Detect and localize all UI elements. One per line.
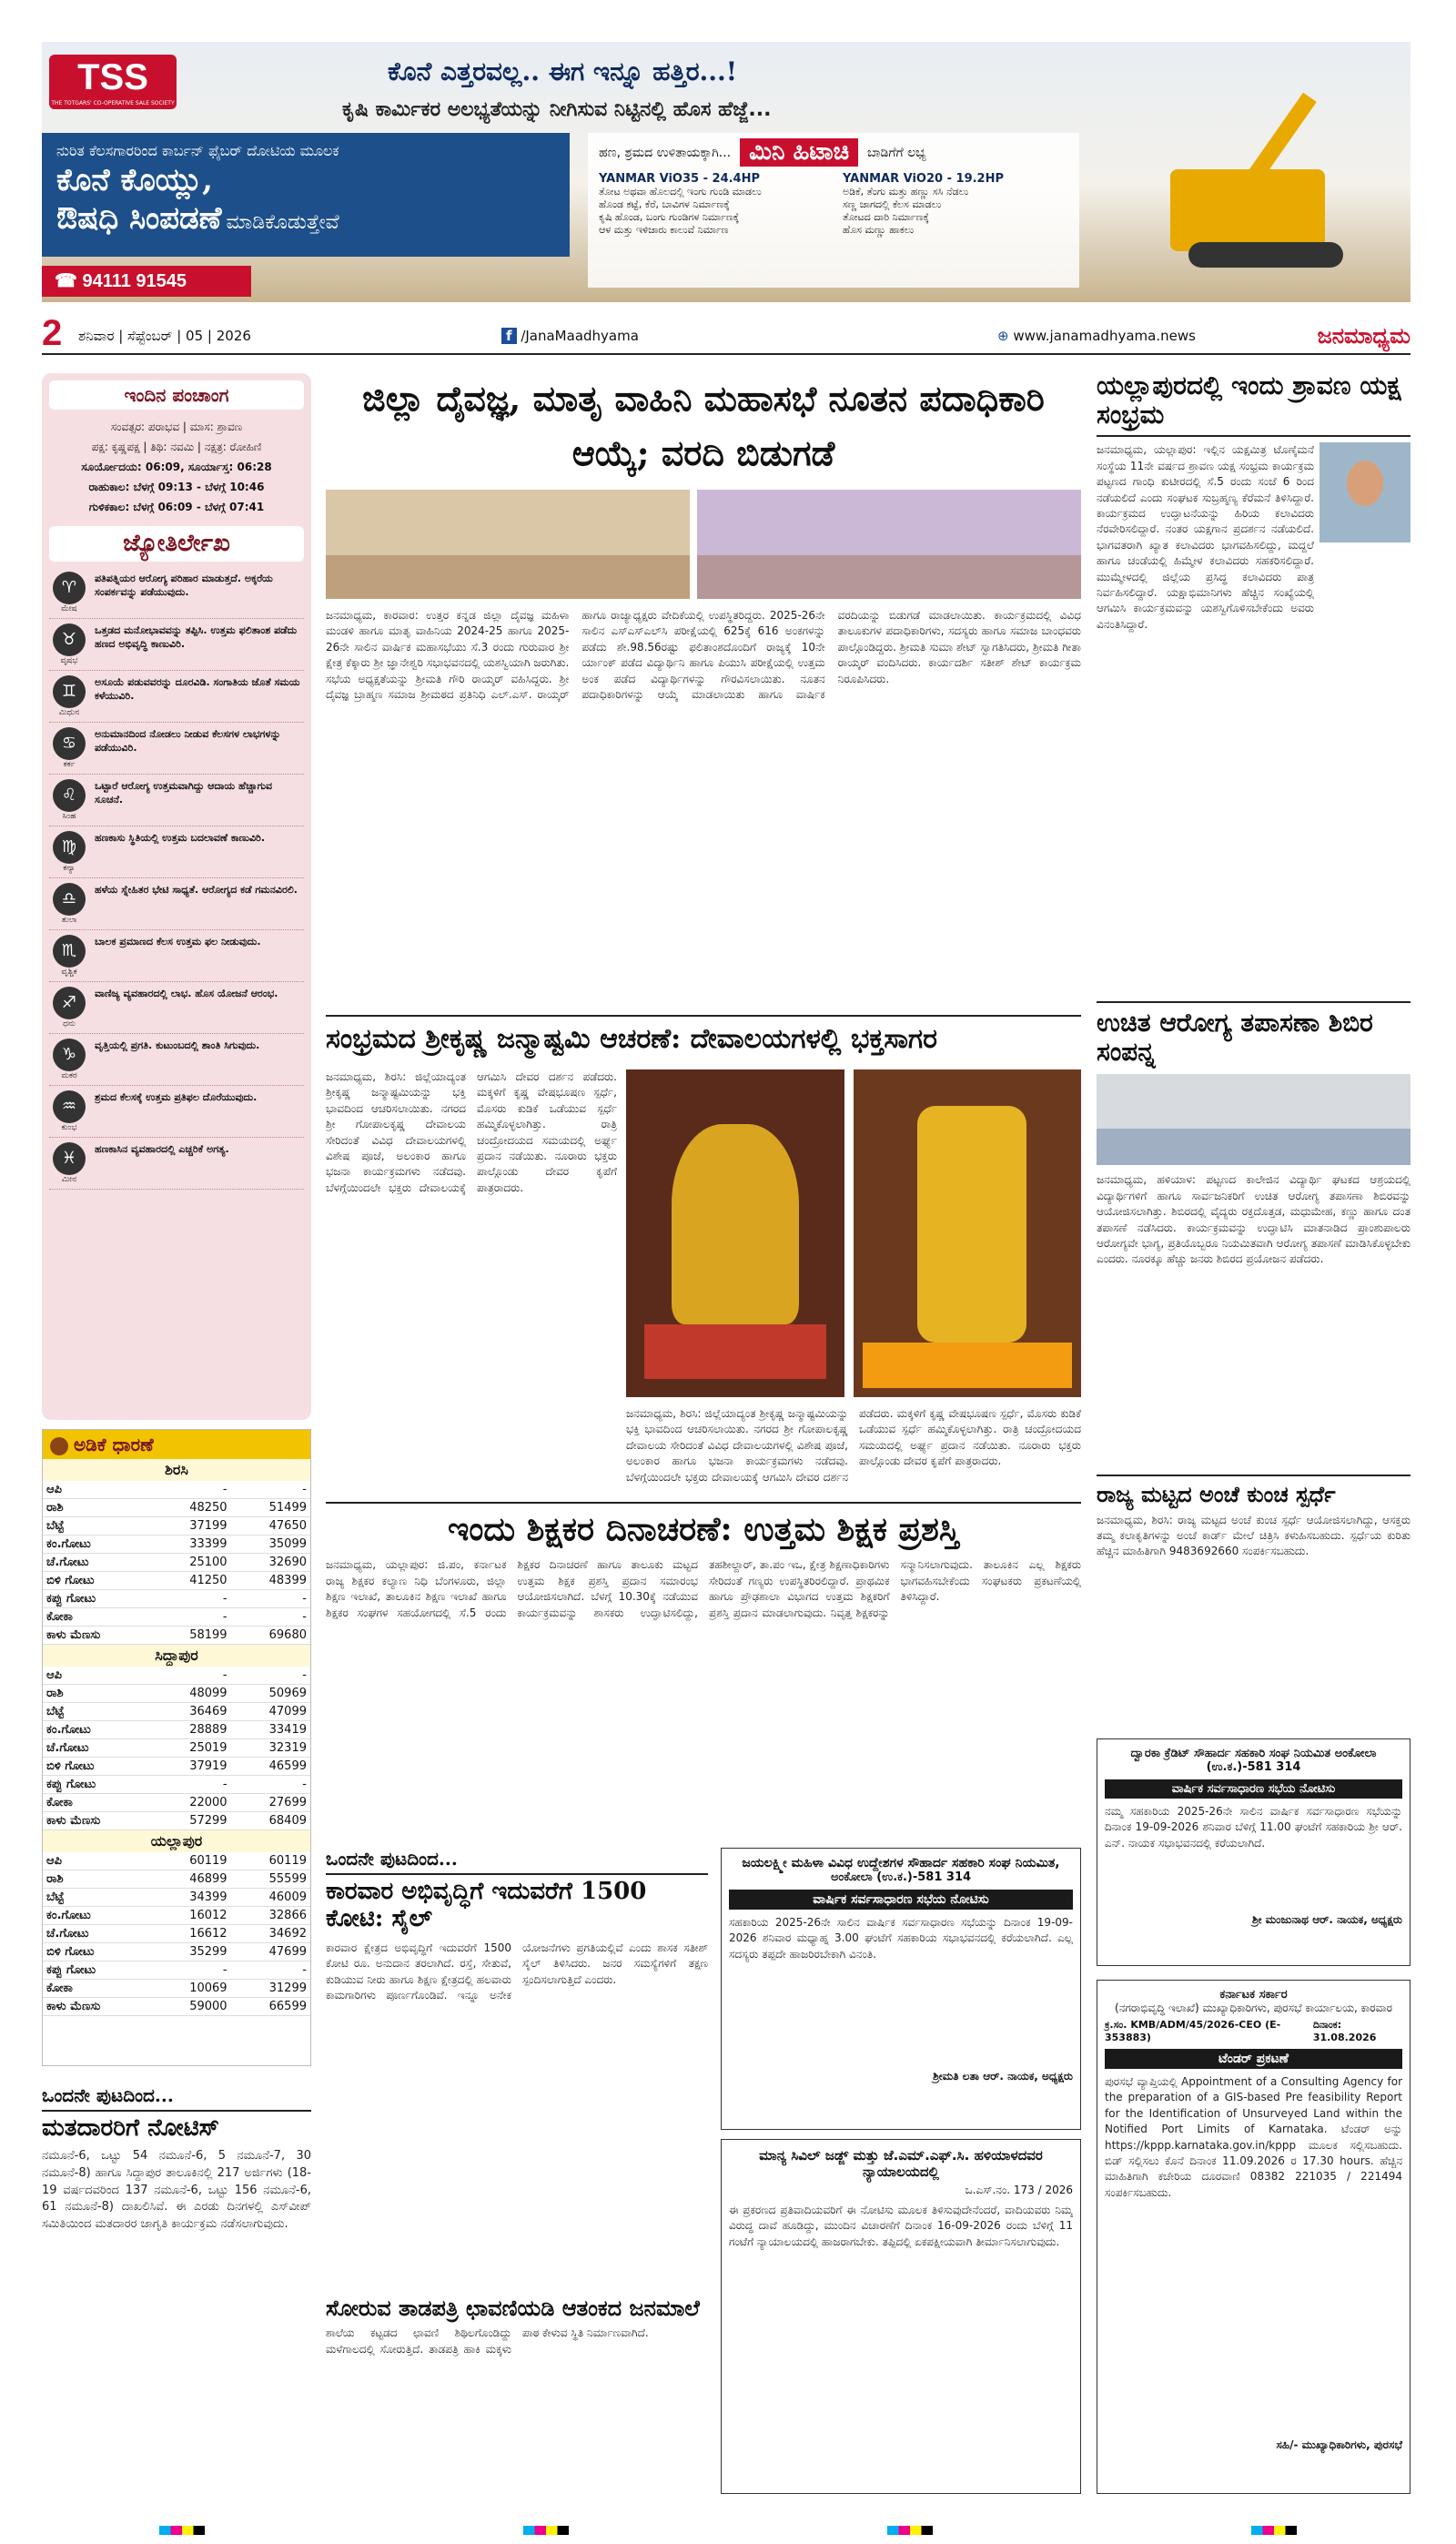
main-article-2-headline: ಸಂಭ್ರಮದ ಶ್ರೀಕೃಷ್ಣ ಜನ್ಮಾಷ್ಟಮಿ ಆಚರಣೆ: ದೇವಾಲಯಗಳಲ್ಲಿ ಭಕ್ತಸಾಗರ (326, 1023, 938, 1055)
horoscope-item (49, 1086, 304, 1138)
max-price: 46009 (231, 1889, 310, 1907)
notice-org: ಜಯಲಕ್ಷ್ಮೀ ಮಹಿಳಾ ವಿವಿಧ ಉದ್ದೇಶಗಳ ಸೌಹಾರ್ದ ಸಹಕಾರಿ ಸಂಘ ನಿಯಮಿತ, (742, 1856, 1060, 1870)
min-price: - (151, 1590, 230, 1608)
court-notice-body: ಈ ಪ್ರಕರಣದ ಪ್ರತಿವಾದಿಯವರಿಗೆ ಈ ನೋಟಿಸು ಮೂಲಕ ತಿಳಿಸುವುದೇನೆಂದರೆ, ವಾದಿಯವರು ನಿಮ್ಮ ವಿರುದ್ಧ ದಾವೆ ಹೂಡಿದ್ದು, ಮುಂದಿನ ವಿಚಾರಣೆಗೆ ದಿನಾಂಕ 16-09-2026 ರಂದು ಬೆಳಿಗ್ಗೆ 11 ಗಂಟೆಗೆ ನ್ಯಾಯಾಲಯದಲ್ಲಿ ಹಾಜರಾಗಬೇಕು. ತಪ್ಪಿದಲ್ಲಿ ಏಕಪಕ್ಷೀಯವಾಗಿ ತೀರ್ಮಾನಿಸಲಾಗುವುದು. (729, 2204, 1073, 2248)
horoscope-item (49, 775, 304, 826)
market-place-name: ಯಲ್ಲಾಪುರ (43, 1830, 310, 1852)
felicitation-photo-2 (697, 490, 1081, 599)
areca-price-box (42, 1429, 311, 2066)
horoscope-text: ವೃತ್ತಿಯಲ್ಲಿ ಪ್ರಗತಿ. ಕುಟುಂಬದಲ್ಲಿ ಶಾಂತಿ ಸಿಗುವುದು. (95, 1039, 260, 1051)
min-price: 28889 (151, 1721, 230, 1739)
horoscope-item (49, 878, 304, 930)
panchanga-line: ರಾಹುಕಾಲ: ಬೆಳಗ್ಗೆ 09:13 - ಬೆಳಗ್ಗೆ 10:46 (88, 481, 265, 493)
zodiac-icon: ♉ ವೃಷಭ (49, 623, 89, 665)
min-price: 25100 (151, 1554, 230, 1572)
society-notice-dwaraka (1097, 1738, 1410, 1966)
commodity-name: ಕಂ.ಗೋಟು (43, 1536, 151, 1554)
market-table (43, 1852, 310, 2016)
commodity-name: ಚೆ.ಗೋಟು (43, 1925, 151, 1943)
website-link[interactable]: ⊕ www.janamadhyama.news (997, 328, 1196, 344)
notice-signature: ಶ್ರೀಮತಿ ಲತಾ ಆರ್. ನಾಯಕ, ಅಧ್ಯಕ್ಷರು (933, 2070, 1073, 2083)
min-price: 35299 (151, 1943, 230, 1961)
horoscope-item (49, 723, 304, 775)
zodiac-icon: ♍ ಕನ್ಯಾ (49, 831, 89, 873)
panchanga-line: ಗುಳಿಕಕಾಲ: ಬೆಳಗ್ಗೆ 06:09 - ಬೆಳಗ್ಗೆ 07:41 (88, 501, 265, 513)
max-price: 32690 (231, 1554, 310, 1572)
min-price: 10069 (151, 1980, 230, 1998)
commodity-name: ಬೆಟ್ಟೆ (43, 1703, 151, 1721)
table-row (43, 1481, 310, 1499)
commodity-name: ಕಂ.ಗೋಟು (43, 1907, 151, 1925)
min-price: - (151, 1481, 230, 1499)
max-price: - (231, 1667, 310, 1685)
commodity-name: ಬೆಟ್ಟೆ (43, 1889, 151, 1907)
market-title: ಅಡಿಕೆ ಧಾರಣೆ (43, 1430, 310, 1459)
max-price: 32319 (231, 1739, 310, 1758)
max-price: 31299 (231, 1980, 310, 1998)
globe-icon: ⊕ (997, 328, 1009, 344)
panchanga-box (42, 373, 311, 1420)
tender-gov-head: ಕರ್ನಾಟಕ ಸರ್ಕಾರ (1219, 1988, 1288, 2002)
table-row (43, 1739, 310, 1758)
max-price: 48399 (231, 1572, 310, 1590)
min-price: 25019 (151, 1739, 230, 1758)
facebook-icon: f (501, 328, 517, 344)
notice-body: ನಮ್ಮ ಸಹಕಾರಿಯ 2025-26ನೇ ಸಾಲಿನ ವಾರ್ಷಿಕ ಸರ್ವಸಾಧಾರಣ ಸಭೆಯನ್ನು ದಿನಾಂಕ 19-09-2026 ಶನಿವಾರ ಬೆಳಿಗ್ಗೆ 11.00 ಘಂಟೆಗೆ ಸಹಕಾರಿಯ ಶ್ರೀ ಆರ್. ಎನ್. ನಾಯಕ ಸಭಾಭವನದಲ್ಲಿ ಕರೆಯಲಾಗಿದೆ. (1105, 1805, 1402, 1850)
commodity-name: ಬಿಳಿ ಗೋಟು (43, 1758, 151, 1776)
horoscope-text: ಅಸೂಯೆ ಪಡುವವರನ್ನು ದೂರವಿಡಿ. ಸಂಗಾತಿಯ ಜೊತೆ ಸಮಯ ಕಳೆಯುವಿರಿ. (95, 676, 300, 703)
max-price: 68409 (231, 1812, 310, 1830)
continuation-label: ಒಂದನೇ ಪುಟದಿಂದ... (326, 1848, 458, 1870)
zodiac-icon: ♈ ಮೇಷ (49, 572, 89, 613)
table-row (43, 1627, 310, 1645)
horoscope-item (49, 1034, 304, 1086)
max-price: 66599 (231, 1998, 310, 2016)
ad-tagline-2: ಕೃಷಿ ಕಾರ್ಮಿಕರ ಅಲಭ್ಯತೆಯನ್ನು ನೀಗಿಸುವ ನಿಟ್ಟಿನಲ್ಲಿ ಹೊಸ ಹೆಜ್ಜೆ... (342, 98, 772, 121)
commodity-name: ಕಪ್ಪು ಗೋಟು (43, 1590, 151, 1608)
table-row (43, 1925, 310, 1943)
table-row (43, 1907, 310, 1925)
horoscope-text: ಹಳೆಯ ಸ್ನೇಹಿತರ ಭೇಟಿ ಸಾಧ್ಯತೆ. ಆರೋಗ್ಯದ ಕಡೆ ಗಮನವಿರಲಿ. (95, 884, 298, 896)
voter-notice-body: ನಮೂನೆ-6, ಒಟ್ಟು 54 ನಮೂನೆ-6, 5 ನಮೂನೆ-7, 30 ನಮೂನೆ-8) ಹಾಗೂ ಸಿದ್ದಾಪುರ ತಾಲೂಕಿನಲ್ಲಿ 217 ಅರ್ಜಿಗಳು (18-19 ವರ್ಷದವರಿಂದ 137 ನಮೂನೆ-6, ಒಟ್ಟು 156 ನಮೂನೆ-6, 61 ನಮೂನೆ-8) ದಾಖಲಿಸಿವೆ. ಈ ಎರಡು ದಿನಗಳಲ್ಲಿ ಎಸ್‌ವೀಪ್ ಸಮಿತಿಯಿಂದ ಮತದಾರರ ಜಾಗೃತಿ ಕಾರ್ಯಕ್ರಮ ನಡೆಸಲಾಗುವುದು. (42, 2148, 311, 2232)
horoscope-item (49, 619, 304, 671)
max-price: - (231, 1608, 310, 1627)
min-price: 60119 (151, 1852, 230, 1870)
krishna-idol-photo (626, 1069, 844, 1397)
table-row (43, 1998, 310, 2016)
tender-notice (1097, 1980, 1410, 2494)
horoscope-text: ಒಟ್ಟಾರೆ ಆರೋಗ್ಯ ಉತ್ತಮವಾಗಿದ್ದು ಆದಾಯ ಹೆಚ್ಚಾಗುವ ಸೂಚನೆ. (95, 780, 273, 806)
min-price: - (151, 1961, 230, 1980)
leaking-roof-headline: ಸೋರುವ ತಾಡಪತ್ರಿ ಛಾವಣಿಯಡಿ ಆತಂಕದ ಜನಮಾಲೆ (326, 2294, 700, 2321)
main-article-1-headline: ಜಿಲ್ಲಾ ದೈವಜ್ಞ, ಮಾತೃ ವಾಹಿನಿ ಮಹಾಸಭೆ ನೂತನ ಪದಾಧಿಕಾರಿ ಆಯ್ಕೆ; ವರದಿ ಬಿಡುಗಡೆ (362, 378, 1045, 473)
excavator-image (1134, 60, 1398, 269)
max-price: 32866 (231, 1907, 310, 1925)
main-article-1 (326, 371, 1081, 1045)
zodiac-icon: ♒ ಕುಂಭ (49, 1090, 89, 1132)
horoscope-item (49, 671, 304, 723)
zodiac-icon: ♊ ಮಿಥುನ (49, 675, 89, 717)
min-price: 59000 (151, 1998, 230, 2016)
issue-date: ಶನಿವಾರ | ಸೆಪ್ಟೆಂಬರ್ | 05 | 2026 (78, 328, 251, 344)
tender-date: ದಿನಾಂಕ: 31.08.2026 (1312, 2019, 1377, 2043)
horoscope-text: ವಾಣಿಜ್ಯ ವ್ಯವಹಾರದಲ್ಲಿ ಲಾಭ. ಹೊಸ ಯೋಜನೆ ಆರಂಭ. (95, 988, 278, 999)
table-row (43, 1572, 310, 1590)
phone-icon: ☎ (55, 271, 83, 291)
horoscope-text: ಹಣಕಾಸಿನ ವ್ಯವಹಾರದಲ್ಲಿ ಎಚ್ಚರಿಕೆ ಅಗತ್ಯ. (95, 1143, 229, 1155)
tss-logo: TSS THE TOTGARS' CO-OPERATIVE SALE SOCIETY (49, 55, 177, 109)
commodity-name: ಕೋಕಾ (43, 1980, 151, 1998)
health-camp-photo (1097, 1074, 1410, 1165)
horoscope-text: ಪತಿಪತ್ನಿಯರ ಆರೋಗ್ಯ ಪರಿಹಾರ ಮಾಡುತ್ತದೆ. ಅಕ್ಕರೆಯ ಸಂಪರ್ಕವನ್ನು ಪಡೆಯುವುದು. (95, 573, 273, 599)
commodity-name: ಕಂ.ಗೋಟು (43, 1721, 151, 1739)
min-price: - (151, 1667, 230, 1685)
max-price: 55599 (231, 1870, 310, 1889)
panchanga-line: ಸೂರ್ಯೋದಯ: 06:09, ಸೂರ್ಯಾಸ್ತ: 06:28 (81, 461, 272, 473)
commodity-name: ಕಾಳು ಮೆಣಸು (43, 1627, 151, 1645)
karwar-development-headline: ಕಾರವಾರ ಅಭಿವೃದ್ಧಿಗೆ ಇದುವರೆಗೆ 1500 ಕೋಟಿ: ಸೈಲ್ (326, 1878, 647, 1932)
market-place-name: ಶಿರಸಿ (43, 1459, 310, 1481)
main-article-3-headline: ಇಂದು ಶಿಕ್ಷಕರ ದಿನಾಚರಣೆ: ಉತ್ತಮ ಶಿಕ್ಷಕ ಪ್ರಶಸ್ತಿ (447, 1510, 960, 1548)
court-title: ಮಾನ್ಯ ಸಿವಿಲ್ ಜಡ್ಜ್ ಮತ್ತು ಜೆ.ಎಮ್.ಎಫ್.ಸಿ. ಹಳಿಯಾಳದವರ ನ್ಯಾಯಾಲಯದಲ್ಲಿ (759, 2147, 1043, 2180)
areca-icon (50, 1437, 68, 1455)
table-row (43, 1943, 310, 1961)
commodity-name: ಕಪ್ಪು ಗೋಟು (43, 1961, 151, 1980)
min-price: 48099 (151, 1685, 230, 1703)
panchanga-title: ಇಂದಿನ ಪಂಚಾಂಗ (49, 380, 304, 410)
horoscope-item (49, 930, 304, 982)
min-price: 36469 (151, 1703, 230, 1721)
max-price: 34692 (231, 1925, 310, 1943)
table-row (43, 1870, 310, 1889)
min-price: 48250 (151, 1499, 230, 1517)
market-table (43, 1667, 310, 1830)
commodity-name: ಆಪಿ (43, 1667, 151, 1685)
market-place-name: ಸಿದ್ದಾಪುರ (43, 1645, 310, 1667)
table-row (43, 1517, 310, 1536)
notice-title: ವಾರ್ಷಿಕ ಸರ್ವಸಾಧಾರಣ ಸಭೆಯ ನೋಟಿಸು (1105, 1779, 1402, 1799)
max-price: - (231, 1481, 310, 1499)
horoscope-list (49, 567, 304, 1190)
market-table (43, 1481, 310, 1645)
min-price: 16012 (151, 1907, 230, 1925)
commodity-name: ಬೆಟ್ಟೆ (43, 1517, 151, 1536)
felicitation-photo-1 (326, 490, 690, 599)
min-price: 37919 (151, 1758, 230, 1776)
health-camp-headline: ಉಚಿತ ಆರೋಗ್ಯ ತಪಾಸಣಾ ಶಿಬಿರ ಸಂಪನ್ನ (1097, 1008, 1373, 1068)
max-price: 51499 (231, 1499, 310, 1517)
commodity-name: ಚೆ.ಗೋಟು (43, 1739, 151, 1758)
horoscope-item (49, 567, 304, 619)
right-article-1 (1097, 371, 1410, 1008)
zodiac-icon: ♓ ಮೀನ (49, 1142, 89, 1184)
notice-title: ವಾರ್ಷಿಕ ಸರ್ವಸಾಧಾರಣ ಸಭೆಯ ನೋಟಿಸು (729, 1890, 1073, 1910)
max-price: 27699 (231, 1794, 310, 1812)
max-price: 46599 (231, 1758, 310, 1776)
horoscope-item (49, 826, 304, 878)
continuation-title: ಒಂದನೇ ಪುಟದಿಂದ... (42, 2084, 174, 2106)
max-price: 33419 (231, 1721, 310, 1739)
min-price: 34399 (151, 1889, 230, 1907)
horoscope-item (49, 1138, 304, 1190)
min-price: - (151, 1776, 230, 1794)
table-row (43, 1812, 310, 1830)
commodity-name: ಆಪಿ (43, 1852, 151, 1870)
max-price: 47099 (231, 1703, 310, 1721)
leaking-roof-body: ಶಾಲೆಯ ಕಟ್ಟಡದ ಛಾವಣಿ ಶಿಥಿಲಗೊಂಡಿದ್ದು ಮಳೆಗಾಲದಲ್ಲಿ ಸೋರುತ್ತಿದೆ. ತಾಡಪತ್ರಿ ಹಾಕಿ ಮಕ್ಕಳು ಪಾಠ ಕೇಳುವ ಸ್ಥಿತಿ ನಿರ್ಮಾಣವಾಗಿದೆ. (326, 2326, 649, 2356)
commodity-name: ಕೋಕಾ (43, 1794, 151, 1812)
main-article-3-body: ಜನಮಾಧ್ಯಮ, ಯಲ್ಲಾಪುರ: ಜಿ.ಪಂ, ಕರ್ನಾಟಕ ರಾಜ್ಯ ಶಿಕ್ಷಕರ ಕಲ್ಯಾಣ ನಿಧಿ ಬೆಂಗಳೂರು, ಜಿಲ್ಲಾ ಶಿಕ್ಷಣ ಇಲಾಖೆ, ತಾಲೂಕಿನ ಶಿಕ್ಷಣ ಇಲಾಖೆ ಹಾಗೂ ಶಿಕ್ಷಕರ ಸಂಘಗಳ ಸಹಯೋಗದಲ್ಲಿ ಸೆ.5 ರಂದು ಶಿಕ್ಷಕರ ದಿನಾಚರಣೆ ಹಾಗೂ ತಾಲೂಕು ಮಟ್ಟದ ಉತ್ತಮ ಶಿಕ್ಷಕ ಪ್ರಶಸ್ತಿ ಪ್ರದಾನ ಸಮಾರಂಭ ಆಯೋಜಿಸಲಾಗಿದೆ. ಬೆಳಗ್ಗೆ 10.30ಕ್ಕೆ ನಡೆಯುವ ಕಾರ್ಯಕ್ರಮವನ್ನು ಶಾಸಕರು ಉದ್ಘಾಟಿಸಲಿದ್ದು, ತಹಶೀಲ್ದಾರ್, ತಾ.ಪಂ ಇಒ, ಕ್ಷೇತ್ರ ಶಿಕ್ಷಣಾಧಿಕಾರಿಗಳು ಸೇರಿದಂತೆ ಗಣ್ಯರು ಉಪಸ್ಥಿತರಿರಲಿದ್ದಾರೆ. ಪ್ರಾಥಮಿಕ ಹಾಗೂ ಪ್ರೌಢಶಾಲಾ ವಿಭಾಗದ ಉತ್ತಮ ಶಿಕ್ಷಕರಿಗೆ ಪ್ರಶಸ್ತಿ ಪ್ರದಾನ ಮಾಡಲಾಗುವುದು. ನಿವೃತ್ತ ಶಿಕ್ಷಕರನ್ನು ಸನ್ಮಾನಿಸಲಾಗುವುದು. ತಾಲೂಕಿನ ಎಲ್ಲ ಶಿಕ್ಷಕರು ಭಾಗವಹಿಸಬೇಕೆಂದು ಸಂಘಟಕರು ಪ್ರಕಟಣೆಯಲ್ಲಿ ತಿಳಿಸಿದ್ದಾರೆ. (326, 1558, 1081, 1619)
karwar-development-body: ಕಾರವಾರ ಕ್ಷೇತ್ರದ ಅಭಿವೃದ್ಧಿಗೆ ಇದುವರೆಗೆ 1500 ಕೋಟಿ ರೂ. ಅನುದಾನ ತರಲಾಗಿದೆ. ರಸ್ತೆ, ಸೇತುವೆ, ಕುಡಿಯುವ ನೀರು ಹಾಗೂ ಶಿಕ್ಷಣ ಕ್ಷೇತ್ರದಲ್ಲಿ ಹಲವಾರು ಕಾಮಗಾರಿಗಳು ಪೂರ್ಣಗೊಂಡಿವೆ. ಇನ್ನೂ ಅನೇಕ ಯೋಜನೆಗಳು ಪ್ರಗತಿಯಲ್ಲಿವೆ ಎಂದು ಶಾಸಕ ಸತೀಶ್ ಸೈಲ್ ತಿಳಿಸಿದರು. ಜನರ ಸಮಸ್ಯೆಗಳಿಗೆ ತಕ್ಷಣ ಸ್ಪಂದಿಸಲಾಗುತ್ತಿದೆ ಎಂದರು. (326, 1941, 708, 2002)
min-price: 57299 (151, 1812, 230, 1830)
table-row (43, 1852, 310, 1870)
commodity-name: ರಾಶಿ (43, 1685, 151, 1703)
table-row (43, 1554, 310, 1572)
min-price: 58199 (151, 1627, 230, 1645)
court-notice (721, 2139, 1081, 2494)
market-tables (43, 1459, 310, 2016)
zodiac-icon: ♐ ಧನು (49, 987, 89, 1029)
panchanga-line: ಸಂವತ್ಸರ: ಪರಾಭವ | ಮಾಸ: ಶ್ರಾವಣ (110, 421, 243, 433)
max-price: 47650 (231, 1517, 310, 1536)
page-number: 2 (42, 313, 63, 353)
commodity-name: ಆಪಿ (43, 1481, 151, 1499)
postal-art-headline: ರಾಜ್ಯ ಮಟ್ಟದ ಅಂಚೆ ಕುಂಚ ಸ್ಪರ್ಧೆ (1097, 1481, 1336, 1507)
tender-body: ಪುರಸಭೆ ವ್ಯಾಪ್ತಿಯಲ್ಲಿ Appointment of a Consulting Agency for the preparation of a GIS-based Pre feasibility Report for the Identification of Unsurveyed Land within the Notified Port Limits of Karnataka. ಟೆಂಡರ್ ಅನ್ನು https://kppp.karnataka.gov.in/kppp ಮೂಲಕ ಸಲ್ಲಿಸಬಹುದು. ಬಿಡ್ ಸಲ್ಲಿಸಲು ಕೊನೆ ದಿನಾಂಕ 11.09.2026 ರ 17.30 hours. ಹೆಚ್ಚಿನ ಮಾಹಿತಿಗಾಗಿ ಕಚೇರಿಯ ದೂರವಾಣಿ 08382 221035 / 221494 ಸಂಪರ್ಕಿಸಬಹುದು. (1105, 2075, 1402, 2199)
max-price: 60119 (231, 1852, 310, 1870)
max-price: 50969 (231, 1685, 310, 1703)
min-price: 37199 (151, 1517, 230, 1536)
print-registration-marks (0, 2521, 1456, 2539)
table-row (43, 1794, 310, 1812)
max-price: - (231, 1961, 310, 1980)
main-article-3 (326, 1502, 1081, 1839)
max-price: - (231, 1590, 310, 1608)
main-article-2-body: ಜನಮಾಧ್ಯಮ, ಶಿರಸಿ: ಜಿಲ್ಲೆಯಾದ್ಯಂತ ಶ್ರೀಕೃಷ್ಣ ಜನ್ಮಾಷ್ಟಮಿಯನ್ನು ಭಕ್ತಿ ಭಾವದಿಂದ ಆಚರಿಸಲಾಯಿತು. ನಗರದ ಶ್ರೀ ಗೋಪಾಲಕೃಷ್ಣ ದೇವಾಲಯ ಸೇರಿದಂತೆ ವಿವಿಧ ದೇವಾಲಯಗಳಲ್ಲಿ ವಿಶೇಷ ಪೂಜೆ, ಅಲಂಕಾರ ಹಾಗೂ ಭಜನಾ ಕಾರ್ಯಕ್ರಮಗಳು ನಡೆದವು. ಬೆಳಗ್ಗೆಯಿಂದಲೇ ಭಕ್ತರು ದೇವಾಲಯಕ್ಕೆ ಆಗಮಿಸಿ ದೇವರ ದರ್ಶನ ಪಡೆದರು. ಮಕ್ಕಳಿಗೆ ಕೃಷ್ಣ ವೇಷಭೂಷಣ ಸ್ಪರ್ಧೆ, ಮೊಸರು ಕುಡಿಕೆ ಒಡೆಯುವ ಸ್ಪರ್ಧೆ ಹಮ್ಮಿಕೊಳ್ಳಲಾಗಿತ್ತು. ರಾತ್ರಿ ಚಂದ್ರೋದಯದ ಸಮಯದಲ್ಲಿ ಅರ್ಘ್ಯ ಪ್ರದಾನ ನಡೆಯಿತು. ನೂರಾರು ಭಕ್ತರು ಪಾಲ್ಗೊಂಡು ದೇವರ ಕೃಪೆಗೆ ಪಾತ್ರರಾದರು. (326, 1070, 617, 1194)
newspaper-logo: ಜನಮಾಧ್ಯಮ (1317, 322, 1410, 349)
tender-ref-no: ಕ್ರ.ಸಂ. KMB/ADM/45/2026-CEO (E-353883) (1105, 2019, 1281, 2043)
table-row (43, 1667, 310, 1685)
table-row (43, 1685, 310, 1703)
notice-signature: ಶ್ರೀ ಮಂಜುನಾಥ ಆರ್. ನಾಯಕ, ಅಧ್ಯಕ್ಷರು (1252, 1913, 1402, 1926)
table-row (43, 1608, 310, 1627)
temple-pooja-photo (854, 1069, 1081, 1397)
organizer-portrait (1320, 442, 1410, 542)
min-price: 41250 (151, 1572, 230, 1590)
notice-org: ದ್ವಾರಕಾ ಕ್ರೆಡಿಟ್ ಸೌಹಾರ್ದ ಸಹಕಾರಿ ಸಂಘ ನಿಯಮಿತ ಅಂಕೋಲಾ (ಉ.ಕ.)-581 314 (1130, 1747, 1377, 1774)
ad-service-panel: ನುರಿತ ಕೆಲಸಗಾರರಿಂದ ಕಾರ್ಬನ್ ಫೈಬರ್ ದೋಟಿಯ ಮೂಲಕ ಕೊನೆ ಕೊಯ್ಲು, ಔಷಧಿ ಸಿಂಪಡಣೆ ಮಾಡಿಕೊಡುತ್ತೇವೆ (42, 133, 570, 257)
horoscope-text: ಬಾಲಕ ಪ್ರಮಾಣದ ಕೆಲಸ ಉತ್ತಮ ಫಲ ನೀಡುವುದು. (95, 936, 261, 948)
notice-place: ಅಂಕೋಲಾ (ಉ.ಕ.)-581 314 (830, 1870, 972, 1884)
health-camp-body: ಜನಮಾಧ್ಯಮ, ಹಳಿಯಾಳ: ಪಟ್ಟಣದ ಕಾಲೇಜಿನ ವಿದ್ಯಾರ್ಥಿ ಘಟಕದ ಆಶ್ರಯದಲ್ಲಿ ವಿದ್ಯಾರ್ಥಿಗಳಿಗೆ ಹಾಗೂ ಸಾರ್ವಜನಿಕರಿಗೆ ಉಚಿತ ಆರೋಗ್ಯ ತಪಾಸಣಾ ಶಿಬಿರವನ್ನು ಆಯೋಜಿಸಲಾಗಿತ್ತು. ಶಿಬಿರದಲ್ಲಿ ವೈದ್ಯರು ರಕ್ತದೊತ್ತಡ, ಮಧುಮೇಹ, ಕಣ್ಣು ಹಾಗೂ ದಂತ ತಪಾಸಣೆ ನಡೆಸಿದರು. ಕಾರ್ಯಕ್ರಮವನ್ನು ಉದ್ಘಾಟಿಸಿ ಮಾತನಾಡಿದ ಪ್ರಾಂಶುಪಾಲರು ಆರೋಗ್ಯವೇ ಭಾಗ್ಯ, ಪ್ರತಿಯೊಬ್ಬರೂ ನಿಯಮಿತವಾಗಿ ಆರೋಗ್ಯ ತಪಾಸಣೆ ಮಾಡಿಸಿಕೊಳ್ಳಬೇಕು ಎಂದರು. ನೂರಕ್ಕೂ ಹೆಚ್ಚು ಜನರು ಶಿಬಿರದ ಪ್ರಯೋಜನ ಪಡೆದರು. (1097, 1173, 1410, 1266)
horoscope-title: ಜ್ಯೋತಿರ್ಲೇಖ (49, 526, 304, 562)
table-row (43, 1776, 310, 1794)
table-row (43, 1721, 310, 1739)
right-article-3 (1097, 1475, 1410, 1729)
commodity-name: ಕಪ್ಪು ಗೋಟು (43, 1776, 151, 1794)
commodity-name: ಕೋಕಾ (43, 1608, 151, 1627)
ad-tagline-1: ಕೊನೆ ಎತ್ತರವಲ್ಲ.. ಈಗ ಇನ್ನೂ ಹತ್ತಿರ...! (388, 56, 738, 86)
table-row (43, 1590, 310, 1608)
yakshagana-headline: ಯಲ್ಲಾಪುರದಲ್ಲಿ ಇಂದು ಶ್ರಾವಣ ಯಕ್ಷ ಸಂಭ್ರಮ (1097, 370, 1401, 431)
tender-signature: ಸಹಿ/- ಮುಖ್ಯಾಧಿಕಾರಿಗಳು, ಪುರಸಭೆ (1276, 2438, 1402, 2451)
min-price: 16612 (151, 1925, 230, 1943)
zodiac-icon: ♏ ವೃಶ್ಚಿಕ (49, 935, 89, 977)
zodiac-icon: ♌ ಸಿಂಹ (49, 779, 89, 821)
commodity-name: ಚೆ.ಗೋಟು (43, 1554, 151, 1572)
facebook-link[interactable]: f /JanaMaadhyama (501, 328, 639, 344)
panchanga-line: ಪಕ್ಷ: ಕೃಷ್ಣಪಕ್ಷ | ತಿಥಿ: ನವಮಿ | ನಕ್ಷತ್ರ: ರೋಹಿಣಿ (91, 441, 262, 453)
table-row (43, 1536, 310, 1554)
zodiac-icon: ♋ ಕರ್ಕ (49, 727, 89, 769)
commodity-name: ಕಾಳು ಮೆಣಸು (43, 1998, 151, 2016)
min-price: 46899 (151, 1870, 230, 1889)
table-row (43, 1499, 310, 1517)
table-row (43, 1889, 310, 1907)
table-row (43, 1758, 310, 1776)
commodity-name: ಬಿಳಿ ಗೋಟು (43, 1572, 151, 1590)
commodity-name: ಕಾಳು ಮೆಣಸು (43, 1812, 151, 1830)
continuation-article (326, 1848, 708, 2494)
voter-notice-continuation (42, 2084, 311, 2494)
main-article-2 (326, 1015, 1081, 1488)
zodiac-icon: ♑ ಮಕರ (49, 1039, 89, 1080)
horoscope-text: ಒತ್ತಡದ ಮನೋಭಾವವನ್ನು ತಪ್ಪಿಸಿ. ಉತ್ತಮ ಫಲಿತಾಂಶ ಪಡೆದು ಹಣದ ಅಭಿವೃದ್ಧಿ ಕಾಣುವಿರಿ. (95, 624, 298, 651)
min-price: 22000 (151, 1794, 230, 1812)
notice-body: ಸಹಕಾರಿಯ 2025-26ನೇ ಸಾಲಿನ ವಾರ್ಷಿಕ ಸರ್ವಸಾಧಾರಣ ಸಭೆಯನ್ನು ದಿನಾಂಕ 19-09-2026 ಶನಿವಾರ ಮಧ್ಯಾಹ್ನ 3.00 ಘಂಟೆಗೆ ಸಹಕಾರಿಯ ಸಭಾಭವನದಲ್ಲಿ ಕರೆಯಲಾಗಿದೆ. ಎಲ್ಲ ಸದಸ್ಯರು ತಪ್ಪದೇ ಹಾಜರಿರಬೇಕಾಗಿ ವಿನಂತಿ. (729, 1916, 1073, 1961)
postal-art-body: ಜನಮಾಧ್ಯಮ, ಶಿರಸಿ: ರಾಜ್ಯ ಮಟ್ಟದ ಅಂಚೆ ಕುಂಚ ಸ್ಪರ್ಧೆ ಆಯೋಜಿಸಲಾಗಿದ್ದು, ಆಸಕ್ತರು ತಮ್ಮ ಕಲಾಕೃತಿಗಳನ್ನು ಅಂಚೆ ಕಾರ್ಡ್ ಮೇಲೆ ಚಿತ್ರಿಸಿ ಕಳುಹಿಸಬಹುದು. ಸ್ಪರ್ಧೆಯ ಕುರಿತು ಹೆಚ್ಚಿನ ಮಾಹಿತಿಗಾಗಿ 9483692660 ಸಂಪರ್ಕಿಸಬಹುದು. (1097, 1513, 1410, 1558)
tender-title: ಟೆಂಡರ್ ಪ್ರಕಟಣೆ (1105, 2049, 1402, 2069)
top-advertisement[interactable] (42, 42, 1410, 302)
main-article-1-body: ಜನಮಾಧ್ಯಮ, ಕಾರವಾರ: ಉತ್ತರ ಕನ್ನಡ ಜಿಲ್ಲಾ ದೈವಜ್ಞ ಮಹಿಳಾ ಮಂಡಳಿ ಹಾಗೂ ಮಾತೃ ವಾಹಿನಿಯ 2024-25 ಹಾಗೂ 2025-26ನೇ ಸಾಲಿನ ವಾರ್ಷಿಕ ಮಹಾಸಭೆಯು ಸೆ.3 ರಂದು ಗುರುವಾರ ಶ್ರೀ ಕ್ಷೇತ್ರ ಕೆಕ್ಕಾರು ಶ್ರೀ ಜ್ಞಾನೇಶ್ವರಿ ಸಭಾಭವನದಲ್ಲಿ ಯಶಸ್ವಿಯಾಗಿ ಜರುಗಿತು. ಸಭೆಯ ಅಧ್ಯಕ್ಷತೆಯನ್ನು ಶ್ರೀಮತಿ ಗೌರಿ ರಾಯ್ಕರ್ ವಹಿಸಿದ್ದರು. ಶ್ರೀ ದೈವಜ್ಞ ಬ್ರಾಹ್ಮಣ ಸಮಾಜ ಶ್ರೀಮಠದ ಪ್ರತಿನಿಧಿ ಎಲ್.ಎಸ್. ರಾಯ್ಕರ್ ಹಾಗೂ ರಾಜ್ಯಾಧ್ಯಕ್ಷರು ವೇದಿಕೆಯಲ್ಲಿ ಉಪಸ್ಥಿತರಿದ್ದರು. 2025-26ನೇ ಸಾಲಿನ ಎಸ್ಎಸ್ಎಲ್‌ಸಿ ಪರೀಕ್ಷೆಯಲ್ಲಿ 625ಕ್ಕೆ 616 ಅಂಕಗಳನ್ನು ಪಡೆದು ಶೇ.98.56ರಷ್ಟು ಫಲಿತಾಂಶದೊಂದಿಗೆ ರಾಜ್ಯಕ್ಕೆ 10ನೇ ರ್ಯಾಂಕ್ ಪಡೆದ ವಿದ್ಯಾರ್ಥಿನಿ ಹಾಗೂ ಪಿಯುಸಿ ಪರೀಕ್ಷೆಯಲ್ಲಿ ಉತ್ತಮ ಅಂಕ ಪಡೆದ ವಿದ್ಯಾರ್ಥಿಗಳನ್ನು ಗೌರವಿಸಲಾಯಿತು. ನೂತನ ಪದಾಧಿಕಾರಿಗಳನ್ನು ಆಯ್ಕೆ ಮಾಡಲಾಯಿತು ಹಾಗೂ ವಾರ್ಷಿಕ ವರದಿಯನ್ನು ಬಿಡುಗಡೆ ಮಾಡಲಾಯಿತು. ಕಾರ್ಯಕ್ರಮದಲ್ಲಿ ವಿವಿಧ ತಾಲೂಕುಗಳ ಪದಾಧಿಕಾರಿಗಳು, ಸದಸ್ಯರು ಹಾಗೂ ಸಮಾಜ ಬಾಂಧವರು ಪಾಲ್ಗೊಂಡಿದ್ದರು. ಶ್ರೀಮತಿ ಸುಮಾ ಶೇಟ್ ಸ್ವಾಗತಿಸಿದರು, ಶ್ರೀಮತಿ ಗೀತಾ ರಾಯ್ಕರ್ ವಂದಿಸಿದರು. ಕಾರ್ಯದರ್ಶಿ ಸತೀಶ್ ಶೇಟ್ ಕಾರ್ಯಕ್ರಮ ನಿರೂಪಿಸಿದರು. (326, 609, 1081, 701)
zodiac-icon: ♎ ತುಲಾ (49, 883, 89, 925)
society-notice-jayalakshmi (721, 1848, 1081, 2130)
commodity-name: ಬಿಳಿ ಗೋಟು (43, 1943, 151, 1961)
table-row (43, 1703, 310, 1721)
horoscope-text: ಹಣಕಾಸು ಸ್ಥಿತಿಯಲ್ಲಿ ಉತ್ತಮ ಬದಲಾವಣೆ ಕಾಣುವಿರಿ. (95, 832, 266, 844)
main-article-2-body-cont: ಜನಮಾಧ್ಯಮ, ಶಿರಸಿ: ಜಿಲ್ಲೆಯಾದ್ಯಂತ ಶ್ರೀಕೃಷ್ಣ ಜನ್ಮಾಷ್ಟಮಿಯನ್ನು ಭಕ್ತಿ ಭಾವದಿಂದ ಆಚರಿಸಲಾಯಿತು. ನಗರದ ಶ್ರೀ ಗೋಪಾಲಕೃಷ್ಣ ದೇವಾಲಯ ಸೇರಿದಂತೆ ವಿವಿಧ ದೇವಾಲಯಗಳಲ್ಲಿ ವಿಶೇಷ ಪೂಜೆ, ಅಲಂಕಾರ ಹಾಗೂ ಭಜನಾ ಕಾರ್ಯಕ್ರಮಗಳು ನಡೆದವು. ಬೆಳಗ್ಗೆಯಿಂದಲೇ ಭಕ್ತರು ದೇವಾಲಯಕ್ಕೆ ಆಗಮಿಸಿ ದೇವರ ದರ್ಶನ ಪಡೆದರು. ಮಕ್ಕಳಿಗೆ ಕೃಷ್ಣ ವೇಷಭೂಷಣ ಸ್ಪರ್ಧೆ, ಮೊಸರು ಕುಡಿಕೆ ಒಡೆಯುವ ಸ್ಪರ್ಧೆ ಹಮ್ಮಿಕೊಳ್ಳಲಾಗಿತ್ತು. ರಾತ್ರಿ ಚಂದ್ರೋದಯದ ಸಮಯದಲ್ಲಿ ಅರ್ಘ್ಯ ಪ್ರದಾನ ನಡೆಯಿತು. ನೂರಾರು ಭಕ್ತರು ಪಾಲ್ಗೊಂಡು ದೇವರ ಕೃಪೆಗೆ ಪಾತ್ರರಾದರು. (626, 1407, 1081, 1484)
horoscope-text: ಅನುಮಾನದಿಂದ ನೋಡಲು ನೀಡುವ ಕೆಲಸಗಳ ಲಾಭಗಳನ್ನು ಪಡೆಯುವಿರಿ. (95, 728, 281, 755)
max-price: 69680 (231, 1627, 310, 1645)
yakshagana-body: ಜನಮಾಧ್ಯಮ, ಯಲ್ಲಾಪುರ: ಇಲ್ಲಿನ ಯಕ್ಷಮಿತ್ರ ಟೊಣ್ಕೆಮನೆ ಸಂಸ್ಥೆಯ 11ನೇ ವರ್ಷದ ಶ್ರಾವಣ ಯಕ್ಷ ಸಂಭ್ರಮ ಕಾರ್ಯಕ್ರಮ ಪಟ್ಟಣದ ಗಾಂಧಿ ಕುಟೀರದಲ್ಲಿ ಸೆ.5 ರಂದು ಸಂಜೆ 6 ರಿಂದ ನಡೆಯಲಿದೆ ಎಂದು ಸಂಘಟಕ ಸುಬ್ರಹ್ಮಣ್ಯ ಕೆರೆಮನೆ ತಿಳಿಸಿದ್ದಾರೆ. ಕಾರ್ಯಕ್ರಮದ ಉದ್ಘಾಟನೆಯನ್ನು ಹಿರಿಯ ಕಲಾವಿದರು ನೆರವೇರಿಸಲಿದ್ದಾರೆ. ನಂತರ ಯಕ್ಷಗಾನ ಪ್ರದರ್ಶನ ನಡೆಯಲಿದೆ. ಭಾಗವತರಾಗಿ ಖ್ಯಾತ ಕಲಾವಿದರು ಭಾಗವಹಿಸಲಿದ್ದು, ಮದ್ದಲೆ ಹಾಗೂ ಚಂಡೆಯಲ್ಲಿ ಹಿಮ್ಮೇಳ ಕಲಾವಿದರು ಸಹಕರಿಸಲಿದ್ದಾರೆ. ಮುಮ್ಮೇಳದಲ್ಲಿ ಜಿಲ್ಲೆಯ ಪ್ರಸಿದ್ಧ ಕಲಾವಿದರು ಪಾತ್ರ ನಿರ್ವಹಿಸಲಿದ್ದಾರೆ. ಯಕ್ಷಾಭಿಮಾನಿಗಳು ಹೆಚ್ಚಿನ ಸಂಖ್ಯೆಯಲ್ಲಿ ಆಗಮಿಸಿ ಕಾರ್ಯಕ್ರಮವನ್ನು ಯಶಸ್ವಿಗೊಳಿಸಬೇಕೆಂದು ಅವರು ವಿನಂತಿಸಿದ್ದಾರೆ. (1097, 443, 1314, 631)
horoscope-text: ಶ್ರಮದ ಕೆಲಸಕ್ಕೆ ಉತ್ತಮ ಪ್ರತಿಫಲ ದೊರೆಯುವುದು. (95, 1091, 258, 1103)
commodity-name: ರಾಶಿ (43, 1870, 151, 1889)
ad-mini-hitachi-panel: ಹಣ, ಶ್ರಮದ ಉಳಿತಾಯಕ್ಕಾಗಿ... ಮಿನಿ ಹಿಟಾಚಿ ಬಾಡಿಗೆಗೆ ಲಭ್ಯ YANMAR ViO35 - 24.4HP ತೋಟ ಅಥವಾ ಹೊಲದಲ್ಲಿ ಇಂಗು ಗುಂಡಿ ಮಾಡಲು ಹೊಂಡ ಕಟ್ಟೆ, ಕೆರೆ, ಬಾವಿಗಳ ನಿರ್ಮಾಣಕ್ಕೆ ಕೃಷಿ ಹೊಂಡ, ಬಂಗು ಗುಂಡಿಗಳ ನಿರ್ಮಾಣಕ್ಕೆ ಆಳ ಮತ್ತು ಇಳಿಜಾರು ಕಾಲುವೆ ನಿರ್ಮಾಣ YANMAR ViO20 - 19.2HP ಅಡಿಕೆ, ತೆಂಗು ಮತ್ತು ಹಣ್ಣು ಸಸಿ ನೆಡಲು ಸಣ್ಣ ಜಾಗದಲ್ಲಿ ಕೆಲಸ ಮಾಡಲು ತೋಟದ ದಾರಿ ನಿರ್ಮಾಣಕ್ಕೆ ಹೊಸ ಮಣ್ಣು ಹಾಕಲು (588, 133, 1079, 288)
right-article-2 (1097, 1001, 1410, 1475)
commodity-name: ರಾಶಿ (43, 1499, 151, 1517)
case-number: ಒ.ಎಸ್.ನಂ. 173 / 2026 (965, 2184, 1073, 2196)
tender-org: (ನಗರಾಭಿವೃದ್ಧಿ ಇಲಾಖೆ) ಮುಖ್ಯಾಧಿಕಾರಿಗಳು, ಪುರಸಭೆ ಕಾರ್ಯಾಲಯ, ಕಾರವಾರ (1115, 2002, 1392, 2014)
max-price: 35099 (231, 1536, 310, 1554)
table-row (43, 1961, 310, 1980)
min-price: 33399 (151, 1536, 230, 1554)
masthead (42, 313, 1410, 355)
table-row (43, 1980, 310, 1998)
ad-phone[interactable]: ☎ 94111 91545 (42, 266, 251, 297)
horoscope-item (49, 982, 304, 1034)
voter-notice-headline: ಮತದಾರರಿಗೆ ನೋಟಿಸ್ (42, 2114, 219, 2142)
max-price: - (231, 1776, 310, 1794)
max-price: 47699 (231, 1943, 310, 1961)
min-price: - (151, 1608, 230, 1627)
